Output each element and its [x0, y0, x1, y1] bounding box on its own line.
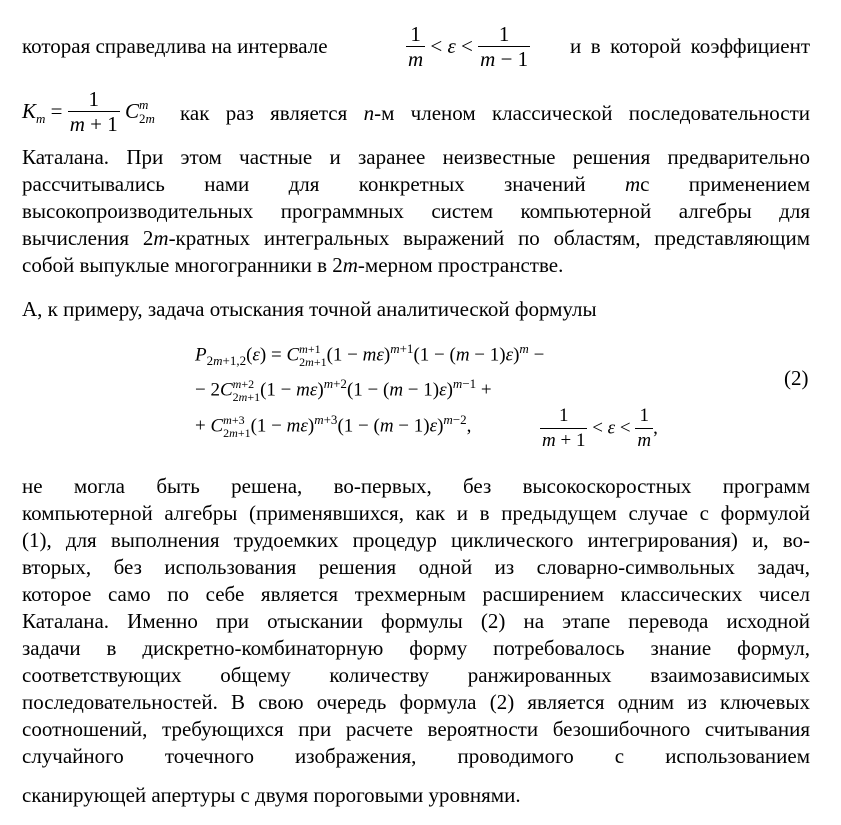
para1-line1-start: которая справедлива на интервале — [22, 34, 328, 58]
para3-line: соотношений, требующихся при расчете вероятности безошибочного считывания — [22, 717, 810, 741]
interval-formula-1: $\frac{1}{m}$ < ε < $\frac{1}{m - 1}$ — [408, 22, 529, 71]
fraction-1-over-m-plus-1: $\frac{1}{m + 1}$ — [69, 87, 118, 136]
para3-line: компьютерной алгебры (применявшихся, как и в предыдущем случае с формулой — [22, 501, 810, 525]
para3-line: вторых, без использования решения одной из словарно-символьных задач, — [22, 555, 810, 579]
equation-line-1: $P_{2m+1,2}(\varepsilon) = C$ m+1 2m+1 $(1 - m\varepsilon)^{m+1}(1 - (m - 1)\varepsilon)^m$ − — [195, 341, 545, 369]
para3-line: случайного точечного изображения, проводимого с использованием — [22, 744, 810, 768]
fraction-1-over-m-minus-1: $\frac{1}{m - 1}$ — [480, 22, 529, 71]
para2-intro: А, к примеру, задача отыскания точной аналитической формулы — [22, 297, 597, 321]
para3-line: задачи в дискретно-комбинаторную форму потребовалось знание формул, — [22, 636, 810, 660]
para1-line6: вычисления 2m-кратных интегральных выражений по областям, представляющим — [22, 226, 810, 250]
para1-line4: рассчитывались нами для конкретных значений mс применением — [22, 172, 810, 196]
para3-line: которое само по себе является трехмерным расширением классических чисел — [22, 582, 810, 606]
para1-line3: Каталана. При этом частные и заранее неизвестные решения предварительно — [22, 145, 810, 169]
equation-number: (2) — [784, 366, 809, 390]
equation-line-3: + C m+3 2m+1 $(1 - m\varepsilon)^{m+3}(1 - (m - 1)\varepsilon)^{m-2}$, — [195, 412, 472, 440]
fraction-1-over-m: $\frac{1}{m}$ — [408, 22, 424, 71]
interval-formula-2: $\frac{1}{m + 1}$ < ε < $\frac{1}{m}$ , — [542, 405, 658, 451]
para3-line: не могла быть решена, во-первых, без высокоскоростных программ — [22, 474, 810, 498]
para3-line: (1), для выполнения трудоемких процедур циклического интегрирования) и, во- — [22, 528, 810, 552]
para1-line7: собой выпуклые многогранники в 2m-мерном пространстве. — [22, 253, 564, 277]
para3-line: Каталана. Именно при отыскании формулы (2) на этапе перевода исходной — [22, 609, 810, 633]
para3-last-line: сканирующей апертуры с двумя пороговыми уровнями. — [22, 783, 521, 807]
para1-line1-end: и в которой коэффициент — [570, 34, 810, 58]
equation-line-2: − 2C m+2 2m+1 $(1 - m\varepsilon)^{m+2}(1 - (m - 1)\varepsilon)^{m-1}$ + — [195, 376, 492, 404]
para1-line5: высокопроизводительных программных систем компьютерной алгебры для — [22, 199, 810, 223]
para3-line: соответствующих общему количеству ранжированных взаимозависимых — [22, 663, 810, 687]
catalan-coefficient-formula: $K_m$ = $\frac{1}{m + 1}$ C m 2m — [22, 87, 155, 136]
para1-line2-end: как раз является n-м членом классической последовательности — [180, 101, 810, 125]
para3-line: последовательностей. В свою очередь формула (2) является одним из ключевых — [22, 690, 810, 714]
